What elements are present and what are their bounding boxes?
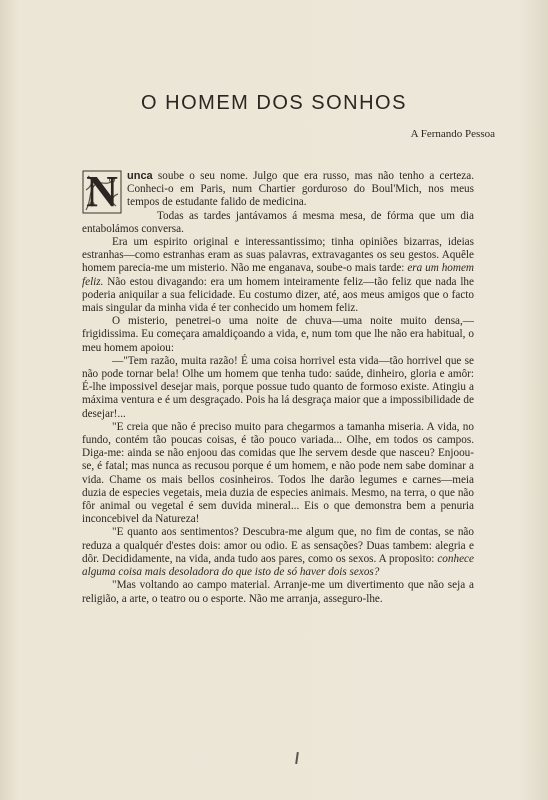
paragraph-3 [82, 236, 474, 315]
paragraph-1 [82, 167, 474, 216]
author-dedication: A Fernando Pessoa [410, 128, 495, 140]
paragraph-8: "Mas voltando ao campo material. Arranje-me um divertimento que não seja a religião, a arte, o teatro ou o esporte. Não me arranja, asseguro-lhe. [82, 579, 474, 605]
lead-word: unca [127, 170, 153, 182]
ornamental-dropcap [82, 167, 122, 216]
paragraph-1-text: soube o seu nome. Julgo que era russo, mas não tenho a certeza. Conheci-o em Paris, num Chartier gorduroso do Boul'Mich, nos meus tempos de estudante falido de medicina. [127, 170, 474, 209]
paragraph-7 [82, 526, 474, 579]
paragraph-3-text-b: Não estou divagando: era um homem inteiramente feliz—tão feliz que nada lhe poderia aniquilar a sua felicidade. Eu costumo dizer, até, aos meus amigos que o facto mais singular da minha vida é ter conhecido um homem feliz. [82, 275, 474, 315]
paragraph-3-emphasis: era um homem feliz. [82, 262, 474, 288]
paragraph-7-text: "E quanto aos sentimentos? Descubra-me algum que, no fim de contas, se não reduza a qualquér d'estes dois: amor ou odio. E as sensações? Duas tambem: alegria e dôr. Decididamente, na vida, anda tudo aos pares, como os sexos. A proposito: [82, 526, 474, 565]
article-body [82, 167, 474, 606]
paragraph-5: —"Tem razão, muita razão! É uma coisa horrivel esta vida—tão horrivel que se não pode tornar bela! Olhe um homem que tenha tudo: saúde, dinheiro, gloria e amôr: É-lhe impossivel desejar mais, porque possue tudo quanto de formoso existe. Atingiu a máxima ventura e é um desgraçado. Pois ha lá desgraça maior que a impossibilidade de desejar!... [82, 354, 474, 420]
pencil-mark [295, 752, 299, 764]
dropcap-letter: N [86, 167, 118, 216]
paragraph-7-emphasis: conhece alguma coisa mais desoladora do que isto de só haver dois sexos? [82, 552, 474, 579]
paragraph-2: Todas as tardes jantávamos á mesma mesa, de fórma que um dia entabolámos conversa. [82, 209, 474, 235]
paragraph-3-text-a: Era um espirito original e interessantissimo; tinha opiniões bizarras, ideias estranhas—como estranhas eram as suas palavras, extravagantes os seu gestos. Aquêle homem parecia-me um misterio. Não me enganava, soube-o mais tarde: [82, 236, 474, 275]
paragraph-4: O misterio, penetrei-o uma noite de chuva—uma noite muito densa,—frigidissima. Eu começara amaldiçoando a vida, e, num tom que lhe não era habitual, o meu homem apoiou: [82, 315, 474, 354]
article-title: O HOMEM DOS SONHOS [141, 92, 407, 114]
paragraph-6: "E creia que não é preciso muito para chegarmos a tamanha miseria. A vida, no fundo, contém tão poucas coisas, é tão pouco variada... Olhe, em todos os campos. Diga-me: ainda se não enjoou das comidas que lhe servem desde que nasceu? Enjoou-se, é fatal; mas nunca as recusou porque é um homem, e não pode nem sabe dominar a vida. Chame os mais bellos cosinheiros. Todos lhe darão legumes e carnes—meia duzia de especies vegetais, meia duzia de especies animais. Mesmo, na terra, o que não fôr animal ou vegetal é sem duvida mineral... Eis o que demonstra bem a penuria inconcebivel da Natureza! [82, 420, 474, 526]
